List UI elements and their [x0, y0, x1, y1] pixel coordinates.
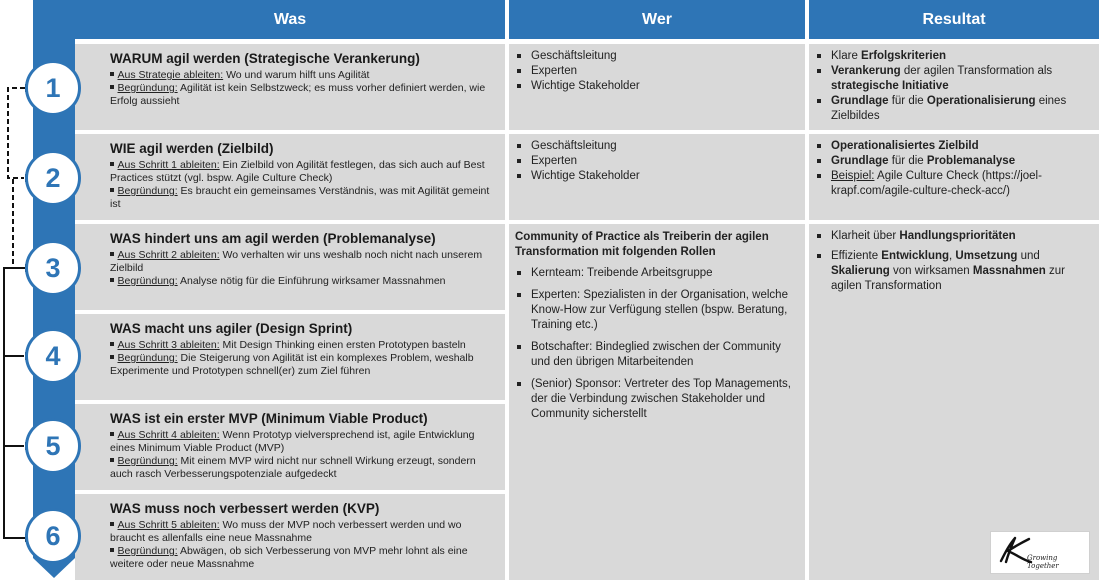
list-item: Effiziente Entwicklung, Umsetzung und Skalierung von wirksamen Massnahmen zur agilen Transformation — [815, 249, 1093, 294]
step-line: Begründung: Die Steigerung von Agilität ist ein komplexes Problem, weshalb Experimente und Prototypen schnell(er) zum Ziel führen — [110, 352, 474, 377]
step-title: WAS hindert uns am agil werden (Problemanalyse) — [110, 231, 436, 246]
step-title: WAS ist ein erster MVP (Minimum Viable Product) — [110, 411, 428, 426]
logo — [990, 531, 1090, 574]
list-item: Wichtige Stakeholder — [515, 169, 799, 184]
step-line: Aus Schritt 1 ableiten: Ein Zielbild von Agilität festlegen, das sich auch auf Best Practices stützt (vgl. bspw. Agile Culture Check) — [110, 159, 485, 184]
step-title: WAS muss noch verbessert werden (KVP) — [110, 501, 380, 516]
list-item: Experten — [515, 64, 799, 79]
resultat-cell-3 — [809, 224, 1099, 580]
step-cell-1 — [75, 44, 505, 130]
step-line: Aus Strategie ableiten: Wo und warum hilft uns Agilität — [110, 69, 497, 82]
step-cell-3 — [75, 224, 505, 310]
step-number-3: 3 — [25, 240, 81, 296]
step-line: Begründung: Abwägen, ob sich Verbesserung von MVP mehr lohnt als eine weitere oder neue Massnahme — [110, 545, 468, 570]
step-number-2: 2 — [25, 150, 81, 206]
list-item: Geschäftsleitung — [515, 139, 799, 154]
solid-loop-6 — [4, 268, 25, 538]
list-item: Kernteam: Treibende Arbeitsgruppe — [515, 266, 799, 281]
wer-cell-1 — [509, 44, 805, 130]
resultat-cell-2 — [809, 134, 1099, 220]
step-line: Begründung: Es braucht ein gemeinsames Verständnis, was mit Agilität gemeint ist — [110, 185, 490, 210]
list-item: Klare Erfolgskriterien — [815, 49, 1093, 64]
list-item: Operationalisiertes Zielbild — [815, 139, 1093, 154]
step-number-5: 5 — [25, 418, 81, 474]
logo-k-mark — [995, 535, 1055, 565]
step-title: WAS macht uns agiler (Design Sprint) — [110, 321, 353, 336]
cop-title: Community of Practice als Treiberin der agilen Transformation mit folgenden Rollen — [515, 231, 769, 258]
wer-cell-2 — [509, 134, 805, 220]
step-cell-2 — [75, 134, 505, 220]
list-item: Geschäftsleitung — [515, 49, 799, 64]
step-number-4: 4 — [25, 328, 81, 384]
list-item: Experten: Spezialisten in der Organisation, welche Know-How zur Verfügung stellen (bspw. Beratung, Training etc.) — [515, 288, 799, 333]
step-line: Aus Schritt 2 ableiten: Wo verhalten wir uns weshalb noch nicht nach unserem Zielbild — [110, 249, 483, 274]
header-was: Was — [75, 0, 505, 39]
step-number-6: 6 — [25, 508, 81, 564]
resultat-cell-1 — [809, 44, 1099, 130]
step-cell-4 — [75, 314, 505, 400]
logo-tagline: Growing Together — [1027, 554, 1059, 570]
step-line: Aus Schritt 4 ableiten: Wenn Prototyp vielversprechend ist, agile Entwicklung eines Minimum Viable Product (MVP) — [110, 429, 475, 454]
list-item: Verankerung der agilen Transformation als strategische Initiative — [815, 64, 1093, 94]
step-cell-5 — [75, 404, 505, 490]
step-line: Begründung: Analyse nötig für die Einführung wirksamer Massnahmen — [110, 275, 497, 288]
list-item: Beispiel: Agile Culture Check (https://joel-krapf.com/agile-culture-check-acc/) — [815, 169, 1093, 199]
step-cell-6 — [75, 494, 505, 580]
list-item: Wichtige Stakeholder — [515, 79, 799, 94]
list-item: Experten — [515, 154, 799, 169]
step-line: Aus Schritt 3 ableiten: Mit Design Thinking einen ersten Prototypen basteln — [110, 339, 497, 352]
wer-cell-cop — [509, 224, 805, 580]
dashed-loop-1-2 — [8, 88, 25, 178]
step-line: Begründung: Mit einem MVP wird nicht nur schnell Wirkung erzeugt, sondern auch rasch Verbesserungspotenziale aufgedeckt — [110, 455, 476, 480]
step-title: WARUM agil werden (Strategische Verankerung) — [110, 51, 420, 66]
list-item: Grundlage für die Problemanalyse — [815, 154, 1093, 169]
step-line: Aus Schritt 5 ableiten: Wo muss der MVP noch verbessert werden und wo braucht es allenfalls eine neue Massnahme — [110, 519, 462, 544]
header-resultat: Resultat — [809, 0, 1099, 39]
list-item: Klarheit über Handlungsprioritäten — [815, 229, 1093, 244]
step-line: Begründung: Agilität ist kein Selbstzweck; es muss vorher definiert werden, wie Erfolg aussieht — [110, 82, 486, 107]
list-item: (Senior) Sponsor: Vertreter des Top Managements, der die Verbindung zwischen Stakeholder und Community sicherstellt — [515, 377, 799, 422]
step-number-1: 1 — [25, 60, 81, 116]
dashed-loop-2-3 — [13, 178, 25, 268]
step-title: WIE agil werden (Zielbild) — [110, 141, 274, 156]
list-item: Grundlage für die Operationalisierung eines Zielbildes — [815, 94, 1093, 124]
list-item: Botschafter: Bindeglied zwischen der Community und den übrigen Mitarbeitenden — [515, 340, 799, 370]
header-wer: Wer — [509, 0, 805, 39]
